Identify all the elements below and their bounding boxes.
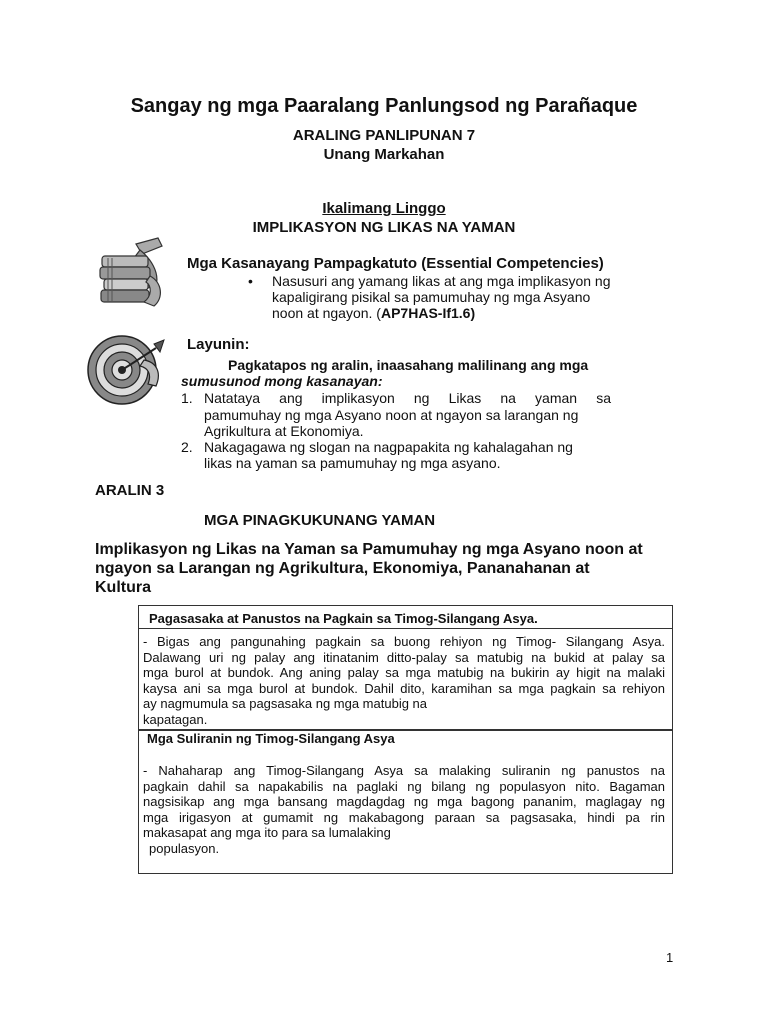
objective-number-2: 2. (181, 439, 193, 455)
document-title: Sangay ng mga Paaralang Panlungsod ng Parañaque (130, 95, 638, 117)
box-2-line-1: - Nahaharap ang Timog-Silangang Asya sa malaking suliranin ng panustos na (143, 763, 665, 778)
books-hand-icon (98, 236, 168, 310)
box-1-line-3: mga burol at bundok. Ang aning palay sa mga matubig na bukirin ay higit na malaki (143, 665, 665, 681)
lesson-subtitle-line-1: Implikasyon ng Likas na Yaman sa Pamumuhay ng mga Asyano noon at (95, 541, 643, 558)
competency-line-2: kapaligirang pisikal sa pamumuhay ng mga Asyano (272, 289, 591, 305)
competency-line-3 (272, 305, 475, 321)
competency-line-1: Nasusuri ang yamang likas at ang mga implikasyon ng (272, 273, 611, 289)
objective-1-line-2: pamumuhay ng mga Asyano noon at ngayon sa larangan ng (204, 407, 579, 423)
bullet-icon: • (248, 273, 253, 289)
box-1-heading: Pagasasaka at Panustos na Pagkain sa Timog-Silangang Asya. (149, 611, 538, 626)
box-1-body (143, 634, 665, 728)
objective-number-1: 1. (181, 390, 193, 406)
objective-1-line-3: Agrikultura at Ekonomiya. (204, 423, 364, 439)
box-2-line-3: nagsisikap ang mga bansang magdagdag ng mga bagong pananim, maglagay ng (143, 794, 665, 810)
objectives-heading: Layunin: (187, 336, 250, 353)
objectives-intro-italic: sumusunod mong kasanayan: (181, 373, 383, 389)
objective-2-line-2: likas na yaman sa pamumuhay ng mga asyano. (204, 455, 501, 471)
box-1-line-4: kaysa ani sa mga burol at bundok. Dahil dito, karamihan sa mga pagkain sa rehiyon (143, 680, 665, 696)
lesson-title: MGA PINAGKUKUNANG YAMAN (204, 512, 436, 529)
objectives-intro: Pagkatapos ng aralin, inaasahang malilinang ang mga (228, 357, 589, 373)
page-number: 1 (666, 950, 674, 965)
box-1-line-2: Dalawang uri ng palay ang itinatanim ditto-palay sa matubig na bukid at palay sa (143, 649, 665, 665)
subject-title: ARALING PANLIPUNAN 7 (292, 127, 476, 144)
lesson-subtitle-line-3: Kultura (95, 579, 151, 596)
lesson-subtitle-line-2: ngayon sa Larangan ng Agrikultura, Ekonomiya, Pananahanan at (95, 560, 590, 577)
box-2-line-5: makasapat ang mga ito para sa lumalaking (143, 825, 391, 841)
box-2-body (143, 763, 665, 857)
topic-title: IMPLIKASYON NG LIKAS NA YAMAN (252, 219, 516, 236)
competency-line-3-text: noon at ngayon. ( (272, 305, 381, 321)
box-2-heading: Mga Suliranin ng Timog-Silangang Asya (147, 731, 395, 746)
quarter-title: Unang Markahan (323, 146, 445, 163)
box-2-line-6: populasyon. (149, 840, 220, 856)
box-2-line-2: pagkain dahil sa napakabilis na paglaki ng bilang ng populasyon nito. Bagaman (143, 778, 665, 794)
competency-code: AP7HAS-If1.6) (380, 305, 476, 321)
competencies-heading: Mga Kasanayang Pampagkatuto (Essential Competencies) (187, 255, 604, 272)
objective-2-line-1: Nakagagawa ng slogan na nagpapakita ng kahalagahan ng (204, 439, 573, 455)
target-icon (84, 330, 176, 408)
objective-1-line-1: Natataya ang implikasyon ng Likas na yaman sa (204, 390, 611, 406)
box-1-line-5: ay nagmumula sa pagsasaka ng mga matubig na (143, 696, 428, 712)
box-1-line-6: kapatagan. (143, 711, 208, 727)
lesson-label: ARALIN 3 (95, 482, 165, 499)
box-1-divider (138, 628, 672, 629)
box-1-line-1: - Bigas ang pangunahing pagkain sa buong rehiyon ng Timog- Silangang Asya. (143, 634, 665, 649)
week-title: Ikalimang Linggo (322, 200, 446, 217)
box-2-line-4: mga irigasyon at gumamit ng makabagong paraan sa pagsasaka, hindi pa rin (143, 809, 665, 825)
lesson-subtitle (95, 540, 643, 597)
